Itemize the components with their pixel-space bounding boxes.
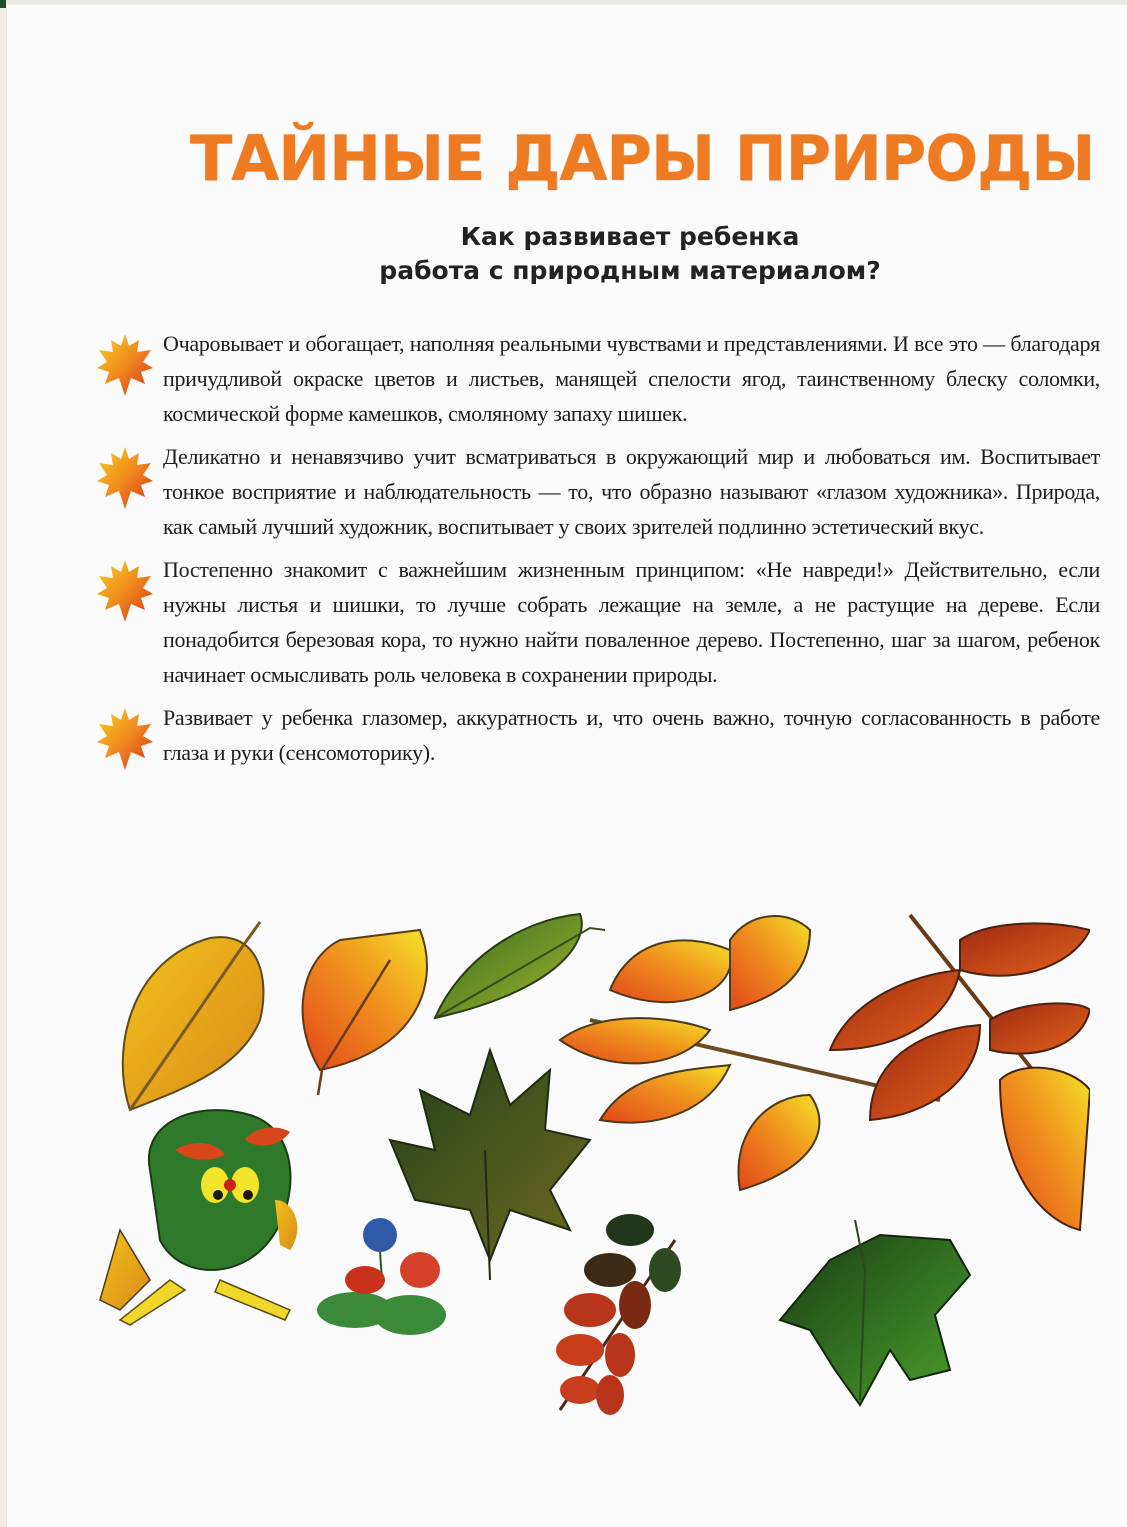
maple-leaf-dark-green (390, 1050, 590, 1280)
bullet-text: Постепенно знакомит с важнейшим жизненным принципом: «Не навреди!» Действительно, если нужны листья и шишки, то лучше собрать лежащие на земле, а не растущие на дереве. Если понадобится березовая кора, то нужно найти поваленное дерево. Постепенно, шаг за шагом, ребенок начинает осмысливать роль человека в сохранении природы. (163, 557, 1100, 687)
green-leaf-elongated (435, 914, 605, 1018)
corner-mark (0, 0, 6, 8)
bullet-item (95, 552, 1100, 692)
maple-leaf-icon (95, 706, 155, 772)
maple-leaf-icon (95, 558, 155, 624)
bullet-text: Очаровывает и обогащает, наполняя реальными чувствами и представлениями. И все это — благодаря причудливой окраске цветов и листьев, манящей спелости ягод, таинственному блеску соломки, космической форме камешков, смоляному запаху шишек. (163, 331, 1100, 426)
page-left-edge (0, 0, 7, 1527)
ivy-leaf-green (780, 1220, 970, 1405)
maple-leaf-icon (95, 445, 155, 511)
birch-leaf-yellow (123, 922, 264, 1110)
compound-leaf-red (830, 915, 1090, 1230)
bullet-item (95, 439, 1100, 544)
bullet-item (95, 326, 1100, 431)
bullet-list (95, 326, 1100, 778)
compound-leaf-yellow-orange (560, 916, 940, 1190)
page-subtitle (330, 220, 930, 288)
page-title: ТАЙНЫЕ ДАРЫ ПРИРОДЫ (190, 122, 1095, 195)
subtitle-line-2: работа с природным материалом? (379, 256, 881, 285)
leaf-creature-figure (100, 1110, 297, 1325)
bullet-text: Деликатно и ненавязчиво учит всматриваться в окружающий мир и любоваться им. Воспитывает тонкое восприятие и наблюдательность — то, что образно называют «глазом художника». Природа, как самый лучший художник, воспитывает у своих зрителей подлинно эстетический вкус. (163, 444, 1100, 539)
bullet-text: Развивает у ребенка глазомер, аккуратность и, что очень важно, точную согласованность в работе глаза и руки (сенсомоторику). (163, 705, 1100, 765)
page-top-edge (0, 0, 1127, 5)
subtitle-line-1: Как развивает ребенка (460, 222, 800, 251)
flowers-cluster (317, 1218, 446, 1335)
autumn-leaves-illustration (90, 900, 1090, 1420)
maple-leaf-icon (95, 332, 155, 398)
barberry-branch (556, 1214, 681, 1415)
birch-leaf-orange (303, 930, 427, 1095)
bullet-item (95, 700, 1100, 770)
